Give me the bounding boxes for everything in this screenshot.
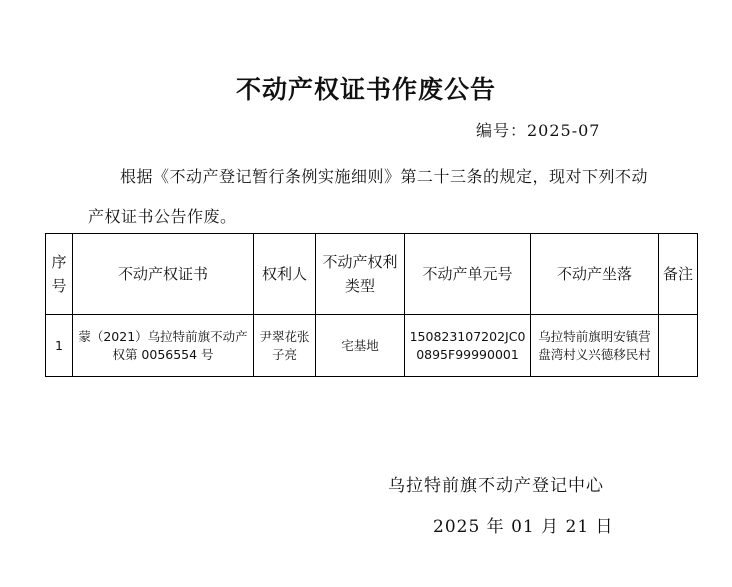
header-unit-number: 不动产单元号 [405, 234, 531, 315]
issuing-agency: 乌拉特前旗不动产登记中心 [388, 476, 604, 496]
cell-holder: 尹翠花张子亮 [254, 315, 316, 377]
cell-seq: 1 [46, 315, 73, 377]
header-right-type: 不动产权利类型 [316, 234, 405, 315]
header-remark: 备注 [659, 234, 698, 315]
notice-title: 不动产权证书作废公告 [235, 75, 496, 104]
cell-location: 乌拉特前旗明安镇营盘湾村义兴德移民村 [531, 315, 659, 377]
notice-paragraph: 根据《不动产登记暂行条例实施细则》第二十三条的规定，现对下列不动产权证书公告作废。 [88, 167, 649, 226]
header-certificate: 不动产权证书 [73, 234, 254, 315]
void-certificate-table [45, 233, 698, 377]
issue-date: 2025 年 01 月 21 日 [433, 517, 614, 537]
document-number: 编号：2025-07 [476, 121, 601, 140]
table-header-row [46, 234, 698, 315]
cell-unit-number: 150823107202JC00895F99990001 [405, 315, 531, 377]
header-location: 不动产坐落 [531, 234, 659, 315]
table-row [46, 315, 698, 377]
cell-right-type: 宅基地 [316, 315, 405, 377]
cell-remark [659, 315, 698, 377]
header-seq: 序号 [46, 234, 73, 315]
cell-certificate: 蒙（2021）乌拉特前旗不动产权第 0056554 号 [73, 315, 254, 377]
header-holder: 权利人 [254, 234, 316, 315]
